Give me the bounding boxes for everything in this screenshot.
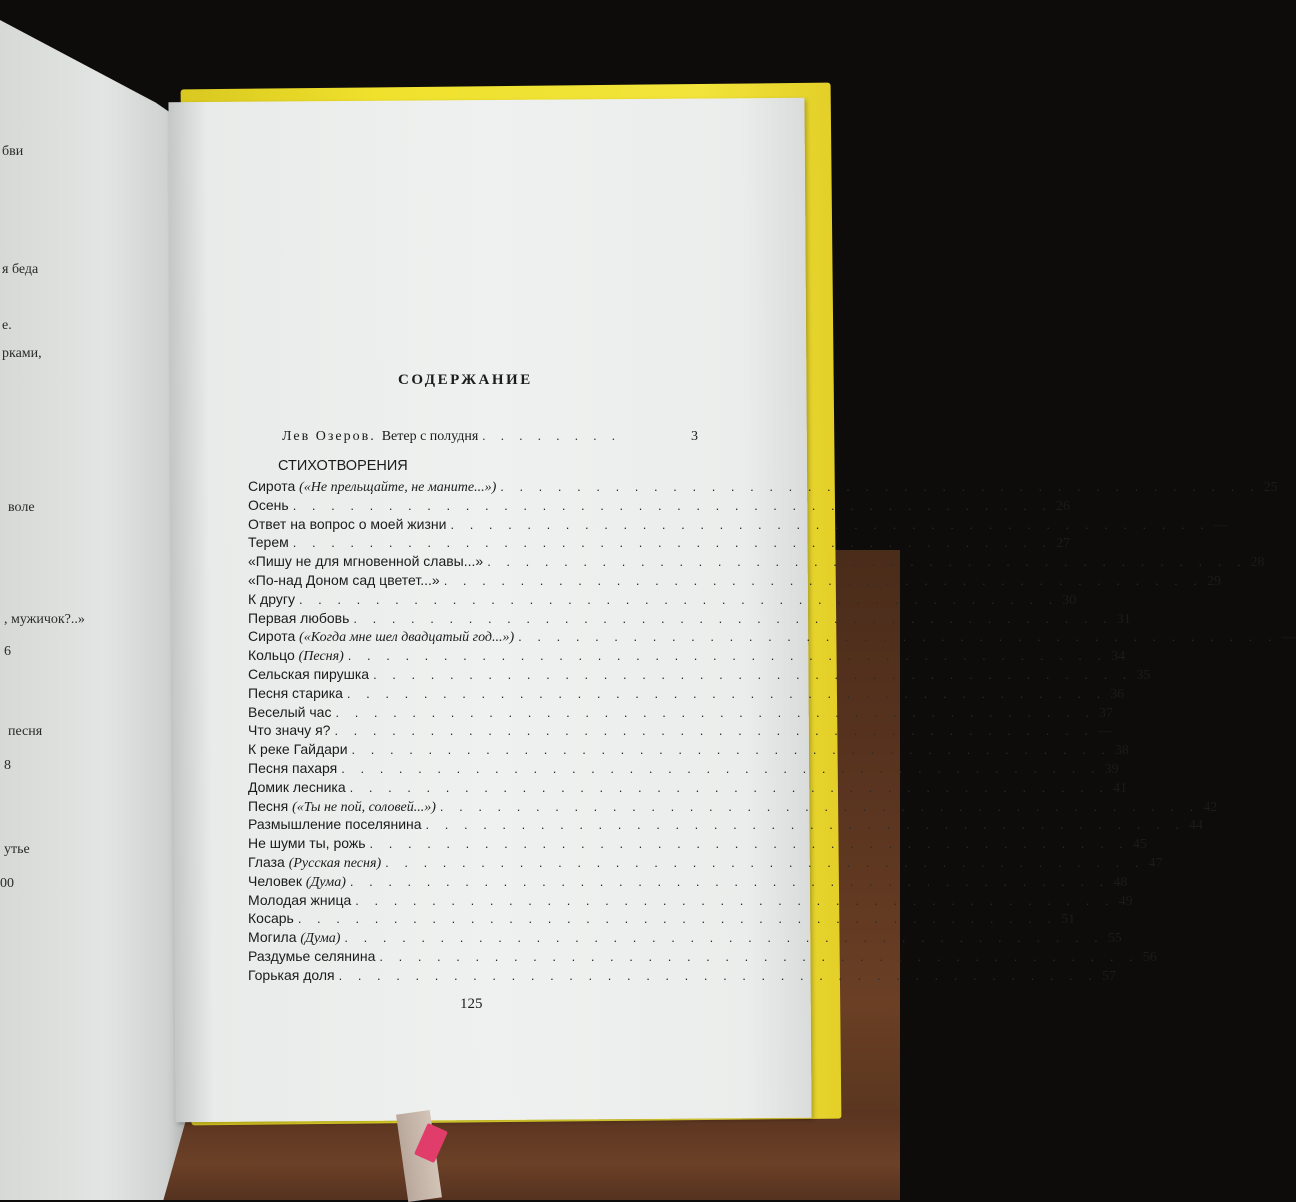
- intro-title: Ветер с полудня: [381, 429, 479, 444]
- toc-entry: [248, 496, 1071, 516]
- toc-entry-page: 48: [1113, 874, 1128, 890]
- toc-entry-page: 39: [1104, 761, 1119, 777]
- left-page: [0, 20, 190, 1200]
- toc-entry: [248, 590, 1077, 610]
- toc-entry-title-group: [248, 892, 351, 908]
- toc-entry: [248, 778, 1127, 798]
- toc-entry-page: 49: [1118, 893, 1133, 909]
- toc-entry-page: 44: [1188, 818, 1203, 834]
- toc-entry-title: Молодая жница: [248, 891, 352, 908]
- toc-leader-dots: . . . . . . . . . . . . . . . . . . . . . . . . . . . . . . . . . . . . . . . .: [338, 967, 1098, 983]
- toc-leader-dots: . . . . . . . . . . . . . . . . . . . . . . . . . . . . . . . . . . . . . . . .: [450, 516, 1210, 532]
- toc-entry-title: «По-над Доном сад цветет...»: [248, 571, 440, 588]
- toc-entry: [248, 609, 1131, 629]
- toc-entry-subtitle: (Дума): [300, 931, 341, 947]
- toc-entry-page: 31: [1116, 611, 1131, 627]
- left-page-fragment: воле: [8, 500, 35, 515]
- toc-leader-dots: . . . . . . . . . . . . . . . . . . . . . . . . . . . . . . . . . . . . . . . .: [298, 591, 1059, 607]
- toc-entry-page: 55: [1107, 931, 1122, 947]
- toc-entry-title: Не шуми ты, рожь: [248, 835, 366, 852]
- toc-entry-title: Косарь: [248, 910, 294, 927]
- toc-entry-title: К реке Гайдари: [248, 741, 348, 758]
- toc-entry-title: «Пишу не для мгновенной славы...»: [248, 553, 484, 570]
- toc-leader-dots: . . . . . . . . . . . . . . . . . . . . . . . . . . . . . . . . . . . . . . . .: [379, 948, 1139, 964]
- toc-leader-dots: . . . . . . . . . . . . . . . . . . . . . . . . . . . . . . . . . . . . . . . .: [369, 836, 1129, 852]
- toc-entry-title: Могила: [248, 929, 297, 946]
- toc-leader-dots: . . . . . . . . . . . . . . . . . . . . . . . . . . . . . . . . . . . . . . . .: [373, 666, 1133, 682]
- toc-leader-dots: . . . . . . . .: [482, 428, 622, 443]
- toc-entry-title-group: [248, 628, 514, 646]
- toc-entry: [248, 816, 1203, 835]
- toc-entry: [248, 515, 1228, 535]
- toc-entry: [248, 741, 1129, 760]
- toc-entry-page: —: [1281, 630, 1296, 646]
- toc-entry-title-group: [248, 967, 335, 983]
- toc-entry-page: 45: [1132, 837, 1147, 853]
- toc-intro-row: [282, 428, 698, 445]
- toc-entry: [248, 722, 1112, 741]
- toc-entry-title: Песня старика: [248, 684, 343, 701]
- toc-entry-title-group: [248, 760, 337, 776]
- toc-leader-dots: . . . . . . . . . . . . . . . . . . . . . . . . . . . . . . . . . . . . . . . .: [487, 554, 1247, 570]
- toc-leader-dots: . . . . . . . . . . . . . . . . . . . . . . . . . . . . . . . . . . . . . . . .: [292, 497, 1053, 513]
- toc-entry-title-group: [248, 553, 483, 569]
- toc-entry-page: 36: [1110, 686, 1125, 702]
- toc-entry: [248, 797, 1218, 817]
- toc-entry-title-group: [248, 534, 289, 550]
- toc-leader-dots: . . . . . . . . . . . . . . . . . . . . . . . . . . . . . . . . . . . . . . . .: [335, 704, 1095, 720]
- left-page-fragment: утье: [4, 842, 30, 857]
- toc-entry-subtitle: (Песня): [298, 649, 344, 665]
- left-page-fragment: е.: [2, 318, 12, 333]
- toc-entry-title-group: [248, 929, 340, 947]
- toc-leader-dots: . . . . . . . . . . . . . . . . . . . . . . . . . . . . . . . . . . . . . . . .: [341, 760, 1101, 776]
- toc-entry-page: 35: [1136, 667, 1151, 683]
- toc-entry-page: 57: [1101, 968, 1116, 984]
- toc-list: [248, 478, 1296, 986]
- toc-entry-subtitle: (Дума): [305, 874, 346, 890]
- toc-leader-dots: . . . . . . . . . . . . . . . . . . . . . . . . . . . . . . . . . . . . . . . .: [425, 817, 1185, 833]
- toc-entry-title-group: [248, 722, 330, 738]
- toc-entry-title-group: [248, 741, 348, 757]
- toc-entry-title-group: [248, 873, 346, 891]
- toc-leader-dots: . . . . . . . . . . . . . . . . . . . . . . . . . . . . . . . . . . . . . . . .: [355, 892, 1115, 908]
- toc-entry: [248, 684, 1125, 704]
- toc-entry: [248, 966, 1116, 986]
- toc-leader-dots: . . . . . . . . . . . . . . . . . . . . . . . . . . . . . . . . . . . . . . . .: [344, 930, 1104, 946]
- toc-leader-dots: . . . . . . . . . . . . . . . . . . . . . . . . . . . . . . . . . . . . . . . .: [334, 723, 1094, 739]
- toc-leader-dots: . . . . . . . . . . . . . . . . . . . . . . . . . . . . . . . . . . . . . . . .: [353, 610, 1113, 626]
- toc-leader-dots: . . . . . . . . . . . . . . . . . . . . . . . . . . . . . . . . . . . . . . . .: [439, 798, 1200, 814]
- left-page-fragment: песня: [8, 724, 43, 739]
- toc-leader-dots: . . . . . . . . . . . . . . . . . . . . . . . . . . . . . . . . . . . . . . . .: [385, 854, 1145, 870]
- left-page-fragment: 00: [0, 876, 14, 891]
- toc-leader-dots: . . . . . . . . . . . . . . . . . . . . . . . . . . . . . . . . . . . . . . . .: [500, 479, 1260, 494]
- toc-entry: [248, 571, 1222, 591]
- toc-entry-subtitle: (Русская песня): [288, 855, 382, 871]
- toc-entry: [248, 853, 1163, 873]
- toc-entry-title-group: [248, 948, 375, 964]
- toc-entry-page: 34: [1111, 649, 1126, 665]
- toc-entry-title-group: [248, 798, 436, 816]
- toc-leader-dots: . . . . . . . . . . . . . . . . . . . . . . . . . . . . . . . . . . . . . . . .: [297, 911, 1058, 927]
- left-page-fragment: я беда: [2, 262, 39, 277]
- toc-entry-title-group: [248, 854, 381, 872]
- toc-leader-dots: . . . . . . . . . . . . . . . . . . . . . . . . . . . . . . . . . . . . . . . .: [518, 629, 1278, 645]
- toc-entry-page: 56: [1142, 949, 1157, 965]
- intro-page-number: 3: [691, 429, 698, 444]
- section-heading: СТИХОТВОРЕНИЯ: [278, 458, 408, 474]
- toc-entry-title: Человек: [248, 872, 302, 889]
- toc-entry-title-group: [248, 516, 446, 532]
- toc-entry: [248, 759, 1119, 779]
- toc-entry-title: Песня: [248, 797, 289, 814]
- toc-entry-title-group: [248, 779, 346, 795]
- toc-entry-title-group: [248, 816, 422, 832]
- toc-entry: [248, 835, 1147, 854]
- toc-entry-page: —: [1097, 724, 1112, 740]
- left-page-fragment: бви: [2, 144, 24, 159]
- toc-entry-title-group: [248, 647, 344, 665]
- toc-entry-title: Сельская пирушка: [248, 665, 370, 682]
- toc-entry-title-group: [248, 685, 343, 701]
- toc-entry-title: Что значу я?: [248, 722, 331, 739]
- toc-leader-dots: . . . . . . . . . . . . . . . . . . . . . . . . . . . . . . . . . . . . . . . .: [349, 779, 1109, 795]
- toc-entry: [248, 947, 1157, 967]
- toc-leader-dots: . . . . . . . . . . . . . . . . . . . . . . . . . . . . . . . . . . . . . . . .: [347, 648, 1108, 664]
- toc-entry-page: 37: [1098, 705, 1113, 721]
- toc-entry-title: Размышление поселянина: [248, 816, 422, 833]
- toc-entry-title-group: [248, 704, 331, 720]
- toc-entry: [248, 929, 1122, 948]
- toc-entry-title: Терем: [248, 534, 289, 551]
- toc-leader-dots: . . . . . . . . . . . . . . . . . . . . . . . . . . . . . . . . . . . . . . . .: [292, 535, 1053, 551]
- toc-entry-subtitle: («Ты не пой, соловей...»): [292, 799, 436, 815]
- left-page-fragment: рками,: [2, 346, 42, 361]
- toc-entry-page: 27: [1056, 536, 1071, 552]
- toc-entry-title-group: [248, 572, 440, 588]
- toc-leader-dots: . . . . . . . . . . . . . . . . . . . . . . . . . . . . . . . . . . . . . . . .: [349, 873, 1110, 889]
- toc-entry-title-group: [248, 910, 294, 926]
- toc-entry-title: Песня пахаря: [248, 759, 338, 776]
- toc-entry-page: 38: [1114, 743, 1129, 759]
- intro-author: Лев Озеров.: [282, 429, 376, 444]
- toc-entry-page: 42: [1203, 799, 1218, 815]
- toc-entry-title: Первая любовь: [248, 609, 350, 626]
- toc-entry: [248, 703, 1113, 723]
- toc-entry-page: 30: [1062, 592, 1077, 608]
- toc-entry: [248, 891, 1133, 911]
- toc-entry-page: 47: [1148, 855, 1163, 871]
- toc-entry: [248, 534, 1071, 553]
- toc-leader-dots: . . . . . . . . . . . . . . . . . . . . . . . . . . . . . . . . . . . . . . . .: [443, 572, 1204, 588]
- toc-entry-page: 28: [1250, 555, 1265, 571]
- toc-heading: СОДЕРЖАНИЕ: [398, 372, 533, 388]
- toc-entry: [248, 628, 1296, 647]
- toc-entry-title: Сирота: [248, 478, 296, 494]
- toc-entry-title: Ответ на вопрос о моей жизни: [248, 515, 447, 532]
- toc-entry-page: 29: [1207, 573, 1222, 589]
- toc-leader-dots: . . . . . . . . . . . . . . . . . . . . . . . . . . . . . . . . . . . . . . . .: [346, 685, 1107, 701]
- toc-entry-title: Сирота: [248, 628, 296, 645]
- left-page-fragment: 8: [4, 758, 11, 773]
- toc-entry-title-group: [248, 666, 369, 682]
- toc-entry: [248, 872, 1128, 892]
- toc-entry-title: Домик лесника: [248, 778, 346, 795]
- toc-entry-title-group: [248, 478, 496, 496]
- toc-entry-title: К другу: [248, 590, 295, 607]
- toc-entry-title: Глаза: [248, 853, 285, 870]
- toc-entry-page: —: [1213, 517, 1228, 533]
- toc-entry-title-group: [248, 497, 289, 513]
- toc-entry: [248, 647, 1126, 666]
- toc-entry: [248, 910, 1076, 929]
- left-page-fragment: 6: [4, 644, 11, 659]
- toc-entry-title: Осень: [248, 496, 289, 513]
- toc-entry: [248, 478, 1278, 497]
- toc-entry-page: 26: [1056, 498, 1071, 514]
- left-page-fragment: , мужичок?..»: [4, 612, 85, 627]
- toc-leader-dots: . . . . . . . . . . . . . . . . . . . . . . . . . . . . . . . . . . . . . . . .: [351, 742, 1111, 758]
- toc-entry-title: Кольцо: [248, 647, 295, 664]
- toc-entry-subtitle: («Когда мне шел двадцатый год...»): [299, 630, 515, 646]
- toc-entry-title-group: [248, 835, 366, 851]
- toc-entry: [248, 665, 1151, 685]
- toc-entry-page: 25: [1263, 480, 1278, 495]
- toc-entry-page: 51: [1061, 912, 1076, 928]
- toc-entry-title: Веселый час: [248, 703, 332, 720]
- toc-entry-title-group: [248, 610, 349, 626]
- page-number: 125: [460, 996, 483, 1012]
- toc-entry-title: Раздумье селянина: [248, 947, 376, 964]
- toc-entry: [248, 553, 1265, 572]
- toc-entry-title: Горькая доля: [248, 966, 335, 983]
- toc-entry-page: 41: [1112, 780, 1127, 796]
- toc-entry-subtitle: («Не прельщайте, не маните...»): [299, 480, 497, 495]
- toc-entry-title-group: [248, 591, 295, 607]
